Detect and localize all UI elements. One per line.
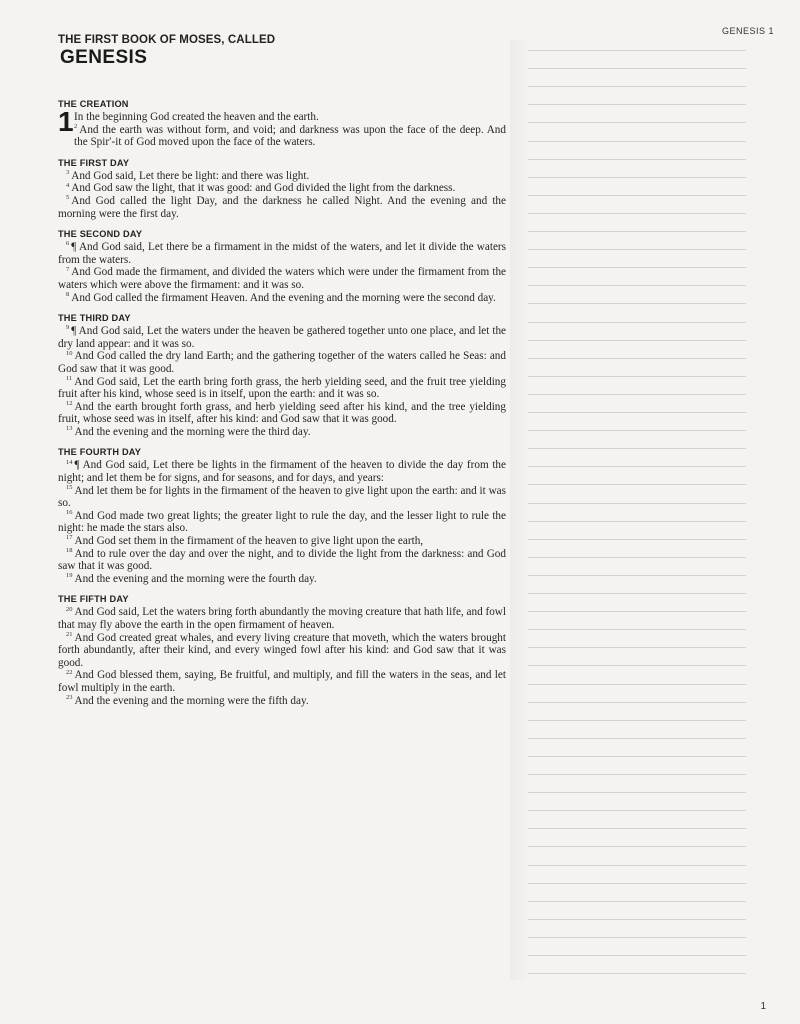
verse-number: 12	[66, 399, 73, 407]
verse-text: And God saw the light, that it was good: and God divided the light from the darkness.	[71, 182, 456, 195]
verse-number: 9	[66, 324, 70, 332]
verse	[58, 241, 506, 266]
journal-rule	[528, 973, 746, 974]
journal-rule	[528, 303, 746, 304]
journal-rule	[528, 213, 746, 214]
journal-rule	[528, 539, 746, 540]
journal-rule	[528, 177, 746, 178]
sections-container	[58, 99, 506, 707]
verse-text: ¶ And God said, Let there be lights in the firmament of the heaven to divide the day from the night; and let them be for signs, and for seasons, and for days, and years:	[58, 459, 506, 485]
verse	[58, 182, 506, 195]
scripture-column	[58, 34, 506, 707]
verse	[58, 170, 506, 183]
verse-number: 2	[74, 122, 78, 130]
verse-number: 18	[66, 546, 73, 554]
journal-rule	[528, 484, 746, 485]
section-heading: THE THIRD DAY	[58, 313, 131, 324]
chapter-start	[58, 106, 506, 149]
journal-rule	[528, 358, 746, 359]
journal-rule	[528, 285, 746, 286]
journal-rule	[528, 575, 746, 576]
verse-number: 22	[66, 668, 73, 676]
verse-number: 15	[66, 483, 73, 491]
running-head: GENESIS 1	[721, 26, 774, 36]
section-heading: THE SECOND DAY	[58, 229, 143, 240]
verse-text: And the earth brought forth grass, and herb yielding seed after his kind, and the tree yielding fruit, whose seed was in itself, after his kind: and God saw that it was good.	[58, 400, 506, 426]
verse-text: ¶ And God said, Let there be a firmament in the midst of the waters, and let it divide the waters from the waters.	[58, 241, 506, 266]
verse	[58, 535, 506, 548]
verse-text: And the evening and the morning were the fifth day.	[74, 694, 309, 707]
book-title: GENESIS	[60, 47, 148, 68]
verse-number: 4	[66, 181, 70, 189]
verse-text: And God created great whales, and every living creature that moveth, which the waters brought forth abundantly, after their kind, and every winged fowl after his kind: and God saw that it was good.	[58, 631, 506, 669]
verse	[58, 695, 506, 708]
section	[58, 158, 506, 220]
journal-rule	[528, 955, 746, 956]
journal-rule	[528, 68, 746, 69]
journal-rule	[528, 340, 746, 341]
page-number: 1	[760, 1001, 766, 1012]
journal-rule	[528, 376, 746, 377]
gutter-shadow	[510, 40, 530, 980]
verse-text: And let them be for lights in the firmament of the heaven to give light upon the earth: and it was so.	[58, 484, 506, 510]
journal-rule	[528, 611, 746, 612]
journal-rule	[528, 466, 746, 467]
verse	[58, 510, 506, 535]
journal-rule	[528, 521, 746, 522]
journal-rule	[528, 412, 746, 413]
section	[58, 99, 506, 149]
verse-number: 14	[66, 458, 73, 466]
verse	[58, 195, 506, 220]
journal-rule	[528, 394, 746, 395]
verse-text: And to rule over the day and over the night, and to divide the light from the darkness: and God saw that it was good.	[58, 547, 506, 573]
verse	[58, 266, 506, 291]
journal-rule	[528, 231, 746, 232]
section-heading: THE FIFTH DAY	[58, 594, 129, 605]
journal-rule	[528, 756, 746, 757]
verse-text: And God blessed them, saying, Be fruitful, and multiply, and fill the waters in the seas, and let fowl multiply in the earth.	[58, 669, 506, 694]
verse	[58, 485, 506, 510]
journal-rule	[528, 430, 746, 431]
verse-number: 13	[66, 425, 73, 433]
verse	[58, 548, 506, 573]
verse-number: 19	[66, 572, 73, 580]
verse	[58, 376, 506, 401]
journal-rule	[528, 684, 746, 685]
section	[58, 229, 506, 304]
verse	[58, 573, 506, 586]
verse-number: 17	[66, 534, 73, 542]
verse-number: 11	[66, 374, 73, 382]
verse-number: 5	[66, 194, 70, 202]
verse	[74, 124, 506, 149]
verse-text: And the evening and the morning were the fourth day.	[74, 572, 317, 585]
journal-rule	[528, 159, 746, 160]
journal-rule	[528, 883, 746, 884]
verse-number: 16	[66, 509, 73, 517]
journal-rule	[528, 774, 746, 775]
verse	[58, 350, 506, 375]
journal-rule	[528, 665, 746, 666]
journal-rule	[528, 629, 746, 630]
book-kicker: THE FIRST BOOK OF MOSES, CALLED	[58, 34, 276, 46]
verse-number: 10	[66, 349, 73, 357]
verse-text: ¶ And God said, Let the waters under the heaven be gathered together unto one place, and let the dry land appear: and it was so.	[58, 325, 506, 350]
verse	[58, 669, 506, 694]
journal-rule	[528, 792, 746, 793]
section-heading: THE CREATION	[58, 99, 129, 109]
section-heading: THE FIRST DAY	[58, 157, 130, 168]
verse	[58, 401, 506, 426]
journaling-lines	[528, 50, 746, 1000]
verse-text: And the evening and the morning were the third day.	[74, 425, 311, 438]
journal-rule	[528, 104, 746, 105]
verse-text: And God made two great lights; the greater light to rule the day, and the lesser light to rule the night: he made the stars also.	[58, 509, 506, 535]
verse	[58, 606, 506, 631]
verse-number: 21	[66, 630, 73, 638]
verse-text: And the earth was without form, and void; and darkness was upon the face of the deep. And the Spir′-it of God moved upon the face of the waters.	[74, 123, 506, 149]
verse	[58, 426, 506, 439]
journal-rule	[528, 828, 746, 829]
journal-rule	[528, 901, 746, 902]
verse-text: In the beginning God created the heaven and the earth.	[74, 111, 319, 123]
chapter-number: 1	[58, 106, 74, 137]
verse-number: 7	[66, 265, 70, 273]
journal-rule	[528, 846, 746, 847]
section	[58, 447, 506, 585]
verse-text: And God made the firmament, and divided the waters which were under the firmament from the waters which were above the firmament: and it was so.	[58, 266, 506, 291]
verse-text: And God said, Let there be light: and there was light.	[71, 169, 310, 182]
journal-rule	[528, 593, 746, 594]
verse	[74, 111, 506, 124]
journal-rule	[528, 50, 746, 51]
verse-number: 3	[66, 169, 70, 177]
verse-number: 23	[66, 693, 73, 701]
verse-text: And God said, Let the waters bring forth abundantly the moving creature that hath life, and fowl that may fly above the earth in the open firmament of heaven.	[58, 606, 506, 631]
journal-rule	[528, 865, 746, 866]
journal-rule	[528, 503, 746, 504]
verse-number: 20	[66, 605, 73, 613]
journal-rule	[528, 267, 746, 268]
verse-text: And God called the light Day, and the darkness he called Night. And the evening and the morning were the first day.	[58, 194, 506, 220]
section	[58, 594, 506, 707]
verse-text: And God said, Let the earth bring forth grass, the herb yielding seed, and the fruit tree yielding fruit after his kind, whose seed is in itself, upon the earth: and it was so.	[58, 375, 506, 401]
journal-rule	[528, 810, 746, 811]
verse-number: 8	[66, 290, 70, 298]
journal-rule	[528, 195, 746, 196]
verse	[58, 459, 506, 484]
journal-rule	[528, 249, 746, 250]
journal-rule	[528, 738, 746, 739]
journal-rule	[528, 919, 746, 920]
journal-rule	[528, 122, 746, 123]
journal-rule	[528, 448, 746, 449]
journal-rule	[528, 937, 746, 938]
section-heading: THE FOURTH DAY	[58, 447, 142, 458]
verse-number: 6	[66, 240, 70, 248]
verse	[58, 632, 506, 670]
journal-rule	[528, 647, 746, 648]
journal-rule	[528, 557, 746, 558]
section	[58, 313, 506, 438]
verse-text: And God set them in the firmament of the heaven to give light upon the earth,	[74, 535, 424, 548]
verse	[58, 292, 506, 305]
journal-rule	[528, 322, 746, 323]
verse-text: And God called the dry land Earth; and the gathering together of the waters called he Seas: and God saw that it was good.	[58, 350, 506, 375]
journal-rule	[528, 702, 746, 703]
journal-rule	[528, 86, 746, 87]
journal-rule	[528, 720, 746, 721]
journal-rule	[528, 141, 746, 142]
verse-text: And God called the firmament Heaven. And the evening and the morning were the second day.	[71, 291, 496, 304]
verse	[58, 325, 506, 350]
